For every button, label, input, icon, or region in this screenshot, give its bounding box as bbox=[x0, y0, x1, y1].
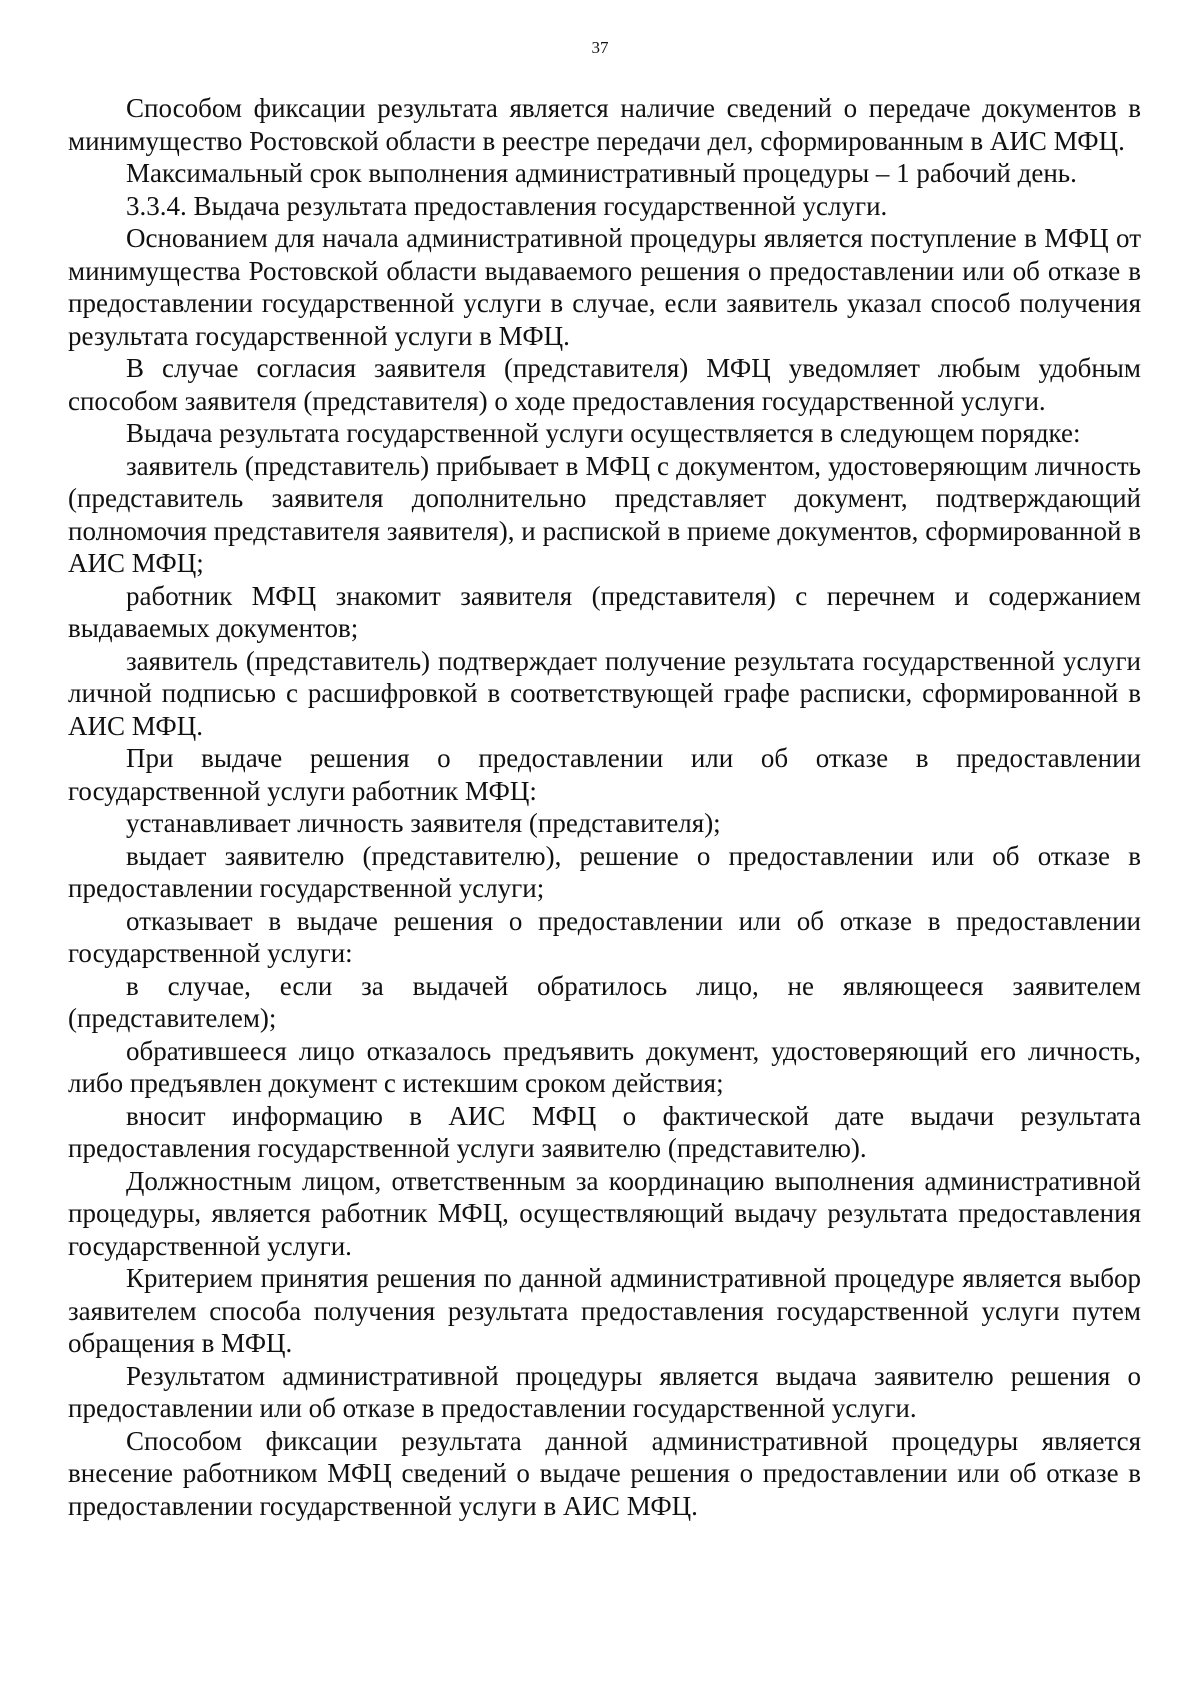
page-number: 37 bbox=[591, 38, 609, 57]
list-item: заявитель (представитель) прибывает в МФЦ с документом, удостоверяющим личность (представитель заявителя дополнительно представляет документ, подтверждающий полномочия представителя заявителя), и распиской в приеме документов, сформированной в АИС МФЦ; bbox=[68, 450, 1141, 578]
paragraph-decision-criterion: Критерием принятия решения по данной административной процедуре является выбор заявителем способа получения результата предоставления государственной услуги путем обращения в МФЦ. bbox=[68, 1263, 1141, 1358]
paragraph-issue-order: Выдача результата государственной услуги осуществляется в следующем порядке: bbox=[126, 418, 1081, 448]
document-body bbox=[68, 92, 1141, 1522]
list-item: работник МФЦ знакомит заявителя (представителя) с перечнем и содержанием выдаваемых документов; bbox=[68, 580, 1141, 643]
list-item: выдает заявителю (представителю), решение о предоставлении или об отказе в предоставлении государственной услуги; bbox=[68, 840, 1141, 903]
paragraph-procedure-basis: Основанием для начала административной процедуры является поступление в МФЦ от минимущества Ростовской области выдаваемого решения о предоставлении или об отказе в предоставлении государственной услуги в случае, если заявитель указал способ получения результата государственной услуги в МФЦ. bbox=[68, 223, 1141, 351]
paragraph-max-term: Максимальный срок выполнения административный процедуры – 1 рабочий день. bbox=[126, 158, 1077, 188]
paragraph-section-heading: 3.3.4. Выдача результата предоставления государственной услуги. bbox=[126, 190, 888, 221]
list-item: вносит информацию в АИС МФЦ о фактической дате выдачи результата предоставления государственной услуги заявителю (представителю). bbox=[68, 1100, 1141, 1163]
paragraph-result-fixation: Способом фиксации результата является наличие сведений о передаче документов в минимущество Ростовской области в реестре передачи дел, сформированным в АИС МФЦ. bbox=[68, 93, 1141, 156]
paragraph-notification: В случае согласия заявителя (представителя) МФЦ уведомляет любым удобным способом заявителя (представителя) о ходе предоставления государственной услуги. bbox=[68, 353, 1141, 416]
paragraph-issue-decision: При выдаче решения о предоставлении или об отказе в предоставлении государственной услуги работник МФЦ: bbox=[68, 743, 1141, 806]
list-item: устанавливает личность заявителя (представителя); bbox=[126, 808, 721, 838]
paragraph-responsible-person: Должностным лицом, ответственным за координацию выполнения административной процедуры, является работник МФЦ, осуществляющий выдачу результата предоставления государственной услуги. bbox=[68, 1165, 1141, 1261]
list-item: в случае, если за выдачей обратилось лицо, не являющееся заявителем (представителем); bbox=[68, 970, 1141, 1033]
list-item: отказывает в выдаче решения о предоставлении или об отказе в предоставлении государственной услуги: bbox=[68, 905, 1141, 968]
list-item: обратившееся лицо отказалось предъявить документ, удостоверяющий его личность, либо предъявлен документ с истекшим сроком действия; bbox=[68, 1035, 1141, 1098]
paragraph-procedure-result: Результатом административной процедуры является выдача заявителю решения о предоставлении или об отказе в предоставлении государственной услуги. bbox=[68, 1360, 1141, 1423]
paragraph-result-recording: Способом фиксации результата данной административной процедуры является внесение работником МФЦ сведений о выдаче решения о предоставлении или об отказе в предоставлении государственной услуги в АИС МФЦ. bbox=[68, 1425, 1141, 1521]
list-item: заявитель (представитель) подтверждает получение результата государственной услуги личной подписью с расшифровкой в соответствующей графе расписки, сформированной в АИС МФЦ. bbox=[68, 645, 1141, 741]
